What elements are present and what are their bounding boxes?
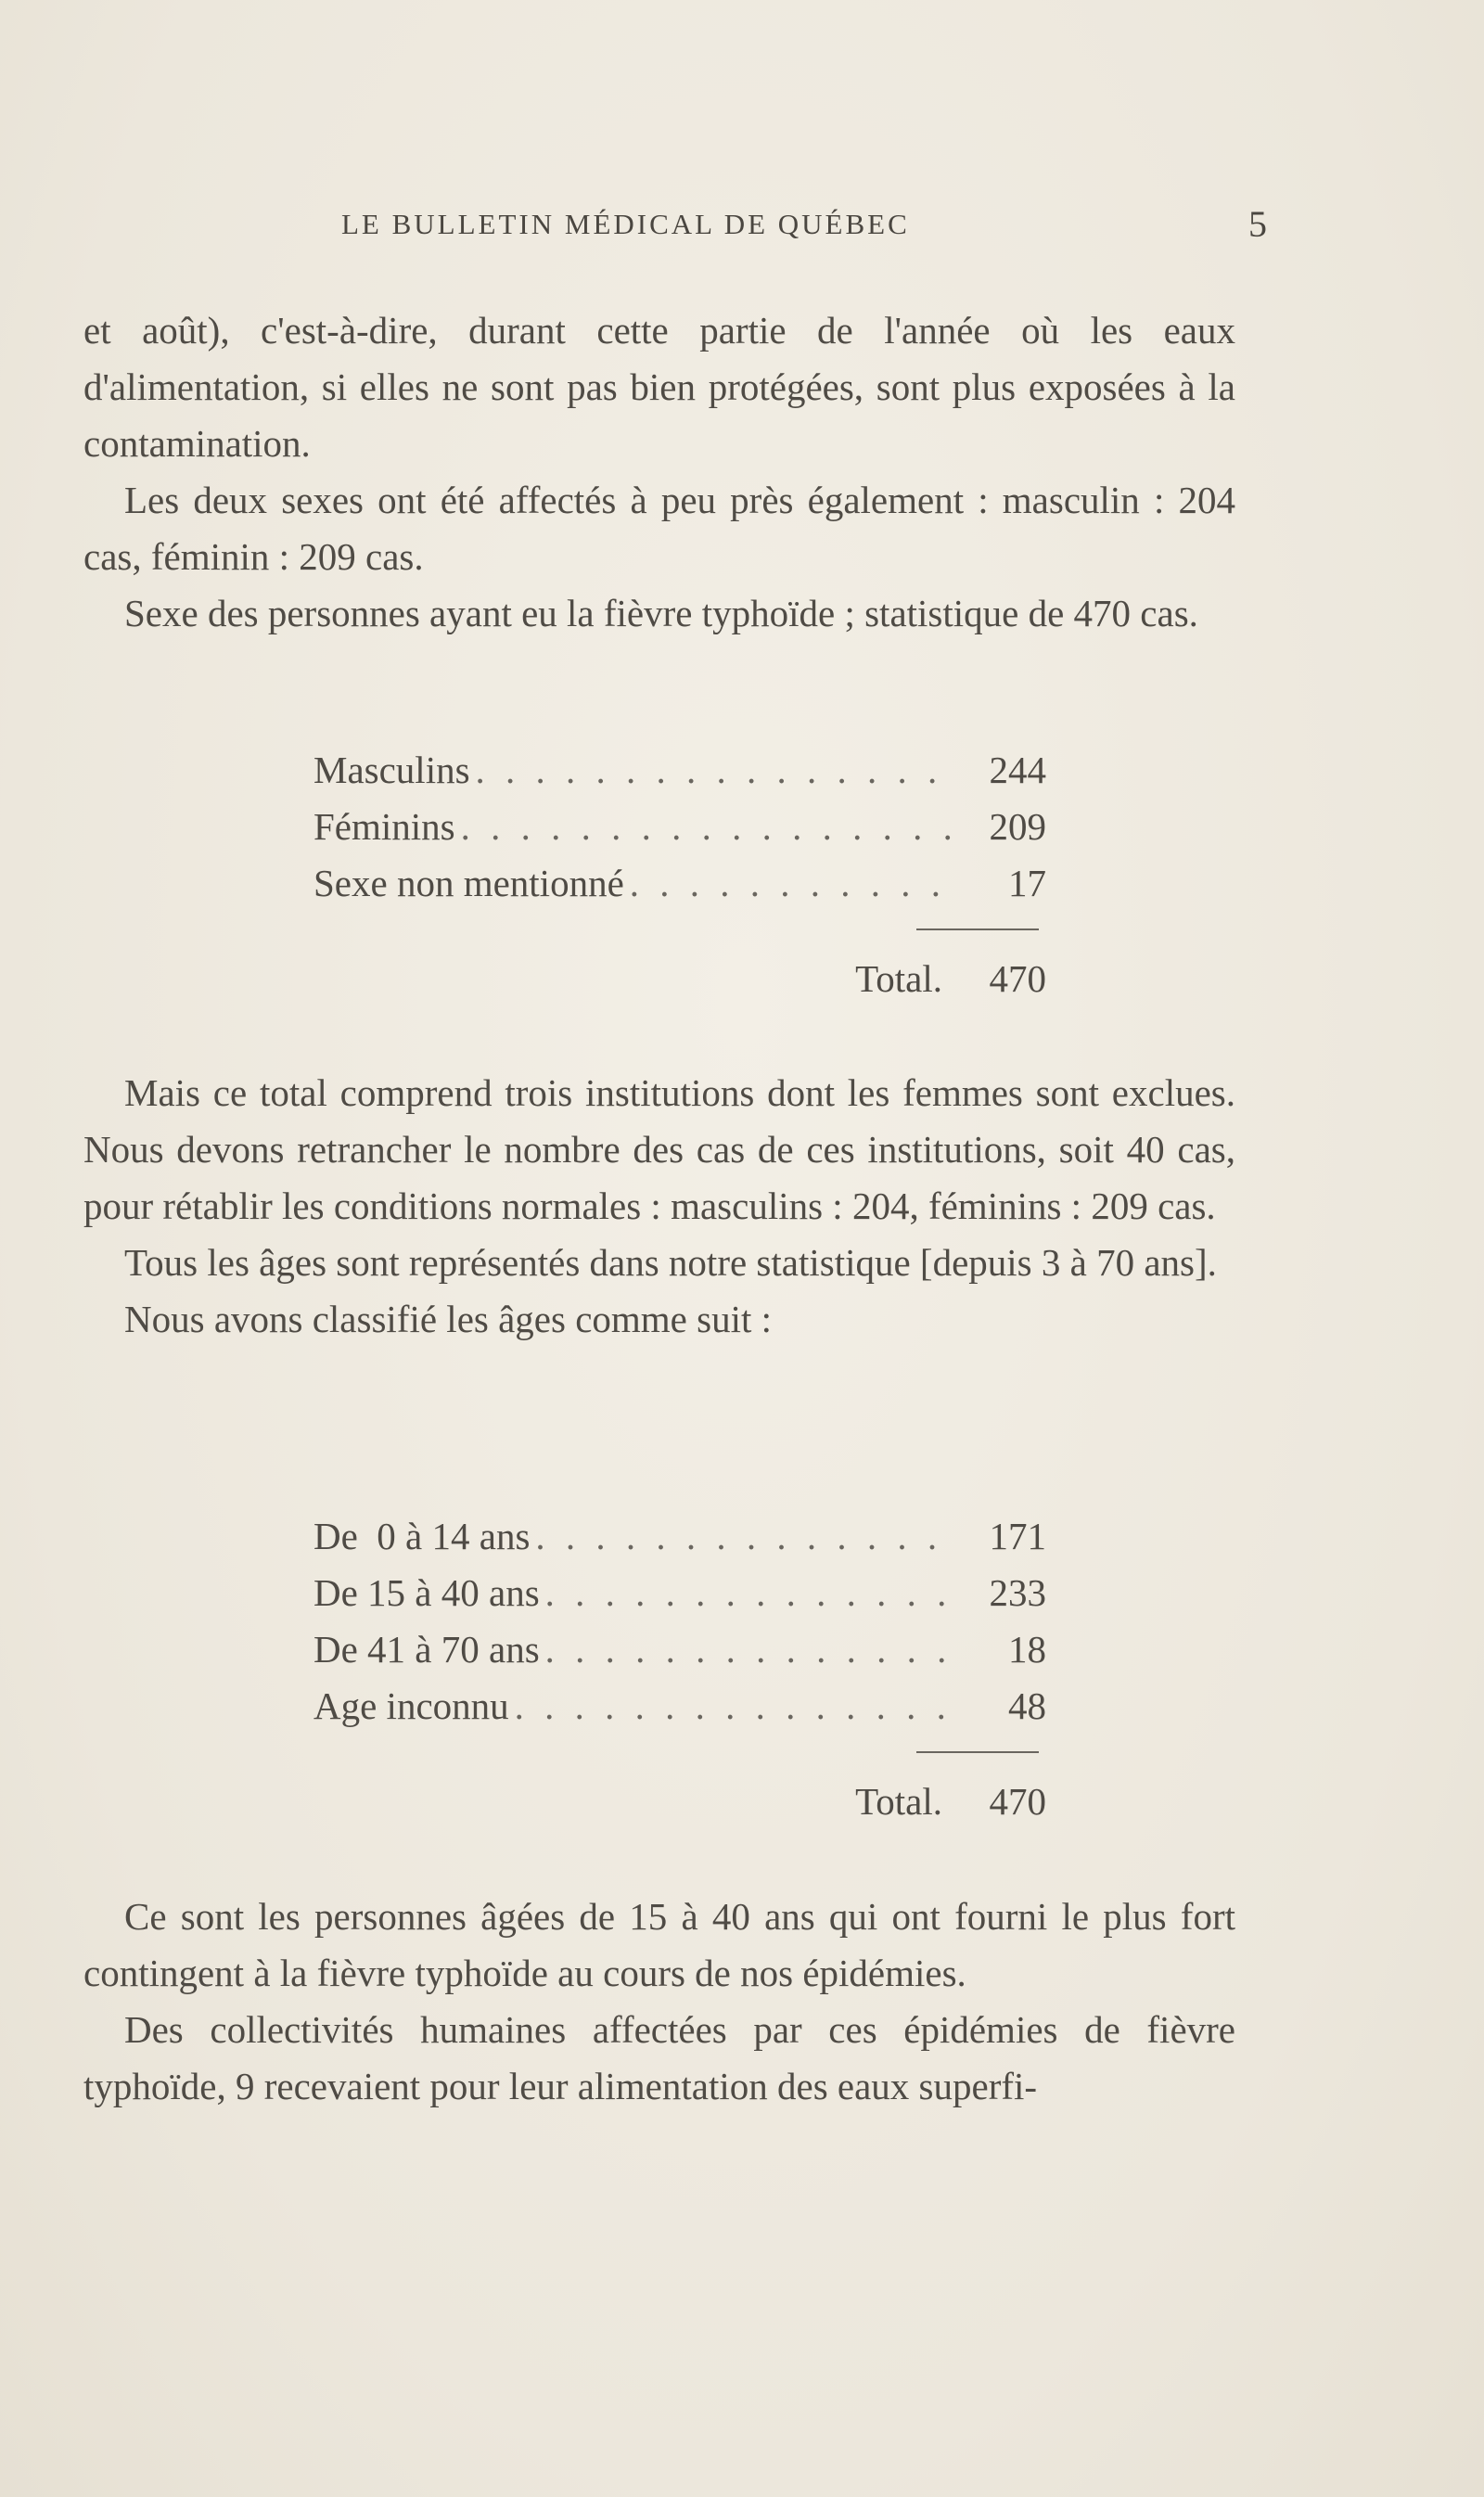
leader-dots bbox=[630, 855, 953, 912]
total-row bbox=[313, 951, 1046, 1007]
row-value: 233 bbox=[989, 1571, 1046, 1614]
total-rule bbox=[916, 1751, 1039, 1753]
row-label: De 41 à 70 ans bbox=[313, 1628, 540, 1671]
row-label: Féminins bbox=[313, 805, 455, 848]
row-value: 209 bbox=[989, 805, 1046, 848]
row-value: 171 bbox=[989, 1515, 1046, 1557]
row-value: 48 bbox=[1008, 1684, 1046, 1727]
paragraph-continuation: et août), c'est-à-dire, durant cette partie de l'année où les eaux d'alimentation, si elles ne sont pas bien protégées, sont plus exposées à la contamination. bbox=[83, 309, 1235, 465]
row-label: Masculins bbox=[313, 749, 470, 791]
row-label: Age inconnu bbox=[313, 1684, 509, 1727]
row-label: De 0 à 14 ans bbox=[313, 1515, 531, 1557]
text-block-3 bbox=[83, 1889, 1235, 2115]
paragraph-sex-statistics: Sexe des personnes ayant eu la fièvre typhoïde ; statistique de 470 cas. bbox=[124, 592, 1198, 634]
text-block-1 bbox=[83, 302, 1235, 642]
age-table bbox=[313, 1508, 1046, 1830]
table-row bbox=[313, 1678, 1046, 1735]
total-label: Total. bbox=[855, 1780, 942, 1823]
row-value: 17 bbox=[1008, 862, 1046, 904]
paragraph-age-contingent: Ce sont les personnes âgées de 15 à 40 ans qui ont fourni le plus fort contingent à la fièvre typhoïde au cours de nos épidémies. bbox=[83, 1895, 1235, 1994]
row-label: Sexe non mentionné bbox=[313, 862, 624, 904]
total-value: 470 bbox=[989, 957, 1046, 1000]
row-label: De 15 à 40 ans bbox=[313, 1571, 540, 1614]
table-row bbox=[313, 742, 1046, 799]
paragraph-sexes: Les deux sexes ont été affectés à peu près également : masculin : 204 cas, féminin : 209 cas. bbox=[83, 479, 1235, 578]
page-header bbox=[341, 202, 1280, 249]
page-number: 5 bbox=[1248, 203, 1267, 245]
paragraph-collectivities: Des collectivités humaines affectées par ces épidémies de fièvre typhoïde, 9 recevaient pour leur alimentation des eaux superfi- bbox=[83, 2008, 1235, 2107]
paragraph-ages: Tous les âges sont représentés dans notre statistique [depuis 3 à 70 ans]. bbox=[124, 1241, 1217, 1284]
total-value: 470 bbox=[989, 1780, 1046, 1823]
table-row bbox=[313, 799, 1046, 855]
total-label: Total. bbox=[855, 957, 942, 1000]
leader-dots bbox=[515, 1678, 953, 1735]
table-row bbox=[313, 855, 1046, 912]
text-block-2 bbox=[83, 1065, 1235, 1348]
leader-dots bbox=[535, 1508, 953, 1565]
table-row bbox=[313, 1565, 1046, 1621]
leader-dots bbox=[545, 1621, 953, 1678]
leader-dots bbox=[476, 742, 953, 799]
paragraph-age-classification: Nous avons classifié les âges comme suit : bbox=[124, 1298, 773, 1340]
total-row bbox=[313, 1774, 1046, 1830]
running-head: LE BULLETIN MÉDICAL DE QUÉBEC bbox=[341, 208, 910, 240]
table-row bbox=[313, 1621, 1046, 1678]
leader-dots bbox=[545, 1565, 953, 1621]
leader-dots bbox=[461, 799, 953, 855]
row-value: 244 bbox=[989, 749, 1046, 791]
total-rule bbox=[916, 928, 1039, 930]
row-value: 18 bbox=[1008, 1628, 1046, 1671]
sex-table bbox=[313, 742, 1046, 1007]
paragraph-institutions: Mais ce total comprend trois institutions dont les femmes sont exclues. Nous devons retrancher le nombre des cas de ces institutions, soit 40 cas, pour rétablir les conditions normales : masculins : 204, féminins : 209 cas. bbox=[83, 1071, 1235, 1227]
table-row bbox=[313, 1508, 1046, 1565]
